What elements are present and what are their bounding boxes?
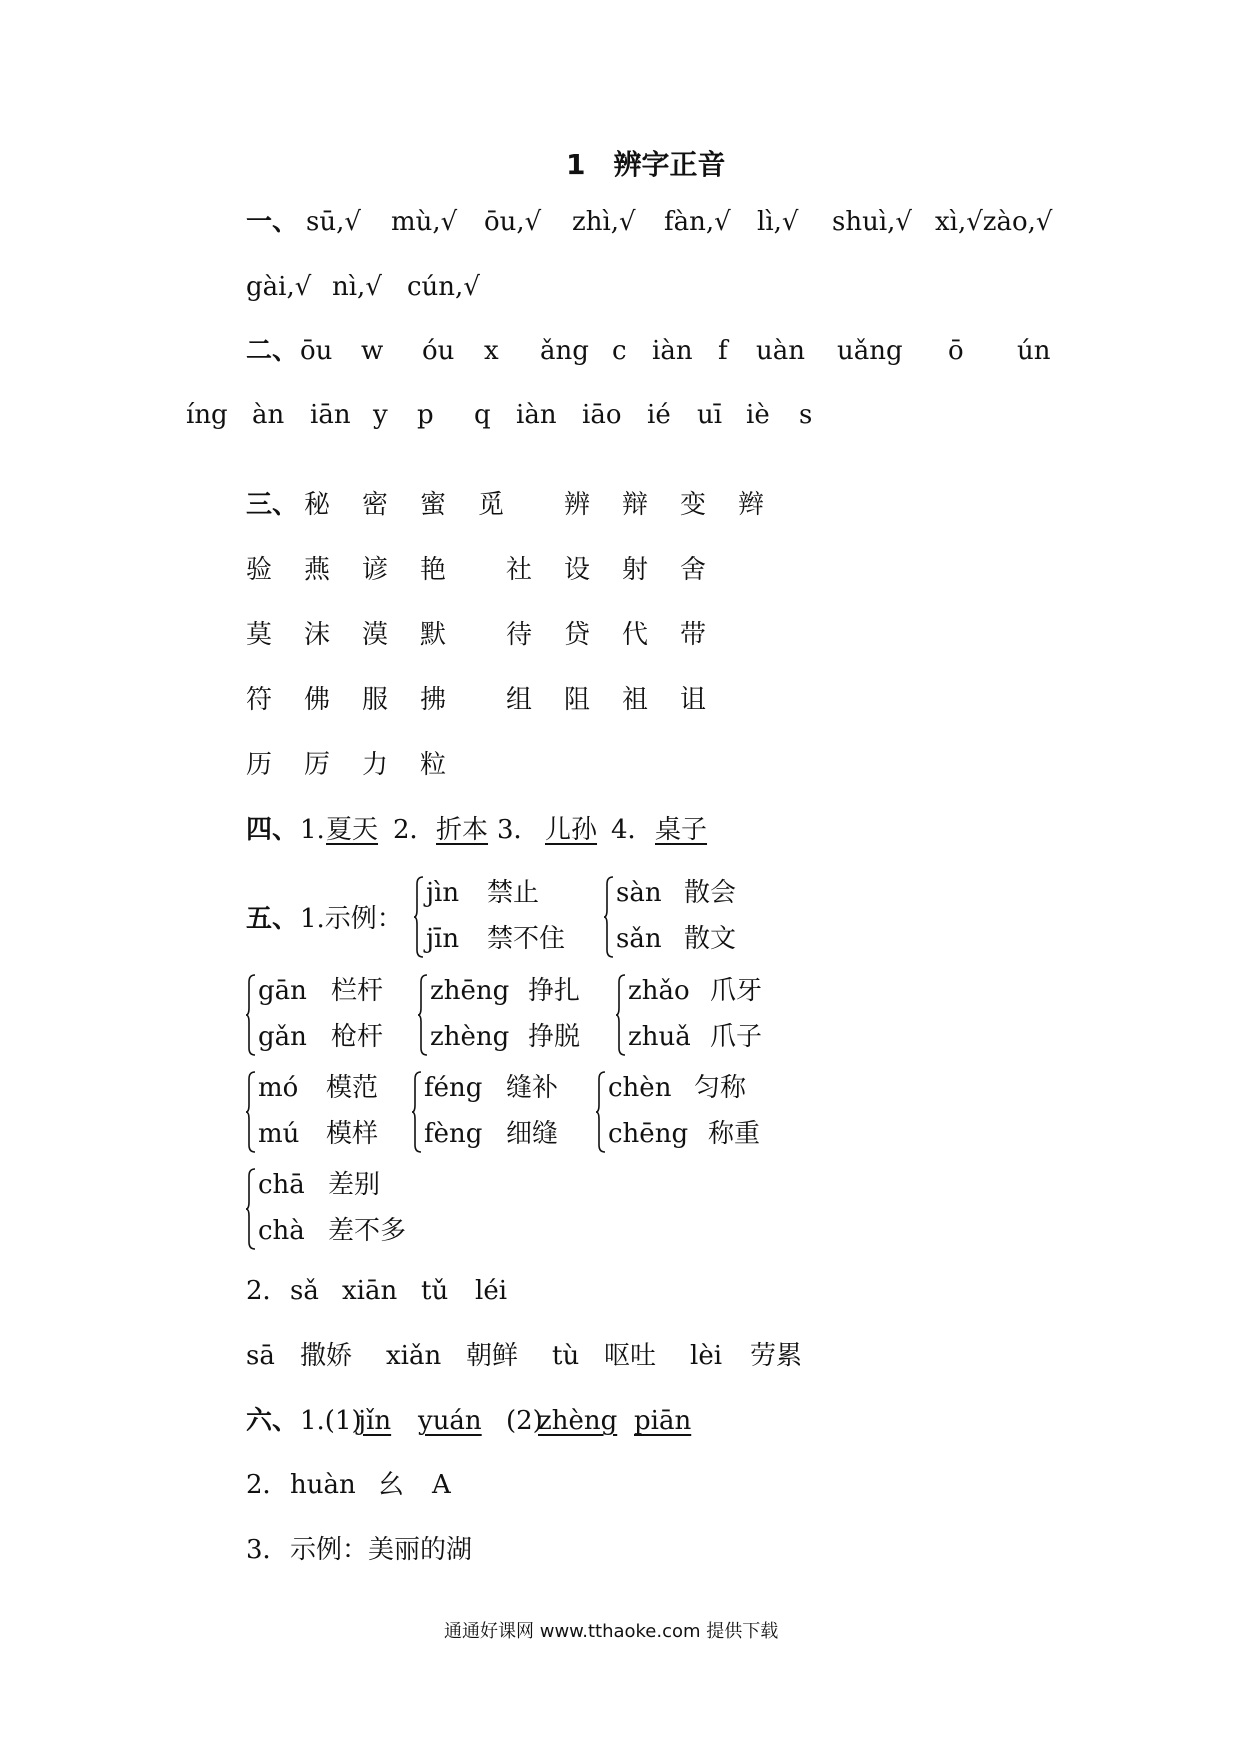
pinyin: sā bbox=[246, 1341, 275, 1371]
char-item: 力 bbox=[362, 750, 389, 780]
answer-item: ún bbox=[1017, 336, 1051, 366]
answer-item: ié bbox=[647, 400, 671, 430]
word: 挣扎 bbox=[528, 976, 581, 1006]
answer-item: lì,√ bbox=[757, 207, 799, 237]
pinyin: zhǎo bbox=[628, 976, 690, 1006]
section-1-label: 一、 bbox=[246, 207, 299, 237]
brace-icon bbox=[412, 1071, 422, 1153]
underlined-answer: 夏天 bbox=[326, 815, 379, 845]
answer-item: c bbox=[612, 336, 627, 366]
word: 差别 bbox=[328, 1170, 381, 1200]
char-item: 辨 bbox=[564, 490, 591, 520]
brace-icon bbox=[246, 1071, 256, 1153]
answer-item: iàn bbox=[652, 336, 693, 366]
question-number: 3． bbox=[246, 1535, 289, 1565]
answer-item: uǎng bbox=[837, 336, 903, 366]
pinyin: sàn bbox=[616, 878, 662, 908]
answer-item: fàn,√ bbox=[664, 207, 731, 237]
word: 挣脱 bbox=[528, 1022, 581, 1052]
char-item: 秘 bbox=[304, 490, 331, 520]
answer-item: ōu,√ bbox=[484, 207, 542, 237]
answer-item: iān bbox=[310, 400, 351, 430]
pinyin: zhèng bbox=[430, 1022, 510, 1052]
pinyin: chèn bbox=[608, 1073, 672, 1103]
brace-icon bbox=[616, 974, 626, 1056]
answer-item: óu bbox=[422, 336, 455, 366]
answer-item: shuì,√ bbox=[832, 207, 912, 237]
underlined-answer: 儿孙 bbox=[545, 815, 598, 845]
brace-icon bbox=[414, 876, 424, 958]
pinyin: xiān bbox=[342, 1276, 398, 1306]
section-3-label: 三、 bbox=[246, 490, 299, 520]
pinyin: tù bbox=[552, 1341, 580, 1371]
answer-item: 幺 bbox=[378, 1470, 405, 1500]
underlined-answer: jǐn bbox=[358, 1406, 392, 1436]
char-item: 社 bbox=[506, 555, 533, 585]
word: 禁不住 bbox=[487, 924, 566, 954]
answer-item: q bbox=[474, 400, 491, 430]
answer-item: w bbox=[361, 336, 384, 366]
char-item: 设 bbox=[564, 555, 591, 585]
brace-icon bbox=[246, 1168, 256, 1250]
char-item: 变 bbox=[680, 490, 707, 520]
word: 栏杆 bbox=[331, 976, 384, 1006]
pinyin: chēng bbox=[608, 1119, 689, 1149]
pinyin: gǎn bbox=[258, 1022, 307, 1052]
answer-item: y bbox=[373, 400, 388, 430]
char-item: 蜜 bbox=[420, 490, 447, 520]
pinyin: sǎn bbox=[616, 924, 662, 954]
answer-item: A bbox=[432, 1470, 451, 1500]
word: 爪子 bbox=[710, 1022, 763, 1052]
word: 缝补 bbox=[506, 1073, 559, 1103]
char-item: 待 bbox=[506, 620, 533, 650]
pinyin: féng bbox=[424, 1073, 483, 1103]
pinyin: xiǎn bbox=[386, 1341, 442, 1371]
char-item: 粒 bbox=[420, 750, 447, 780]
answer-item: àn bbox=[252, 400, 285, 430]
question-number: 1.(1) bbox=[300, 1406, 362, 1436]
page-title: 1 辨字正音 bbox=[566, 148, 726, 181]
char-item: 服 bbox=[362, 685, 389, 715]
pinyin: jìn bbox=[426, 878, 460, 908]
word: 称重 bbox=[708, 1119, 761, 1149]
section-5-label: 五、 bbox=[246, 904, 299, 934]
char-item: 辩 bbox=[622, 490, 649, 520]
char-item: 佛 bbox=[304, 685, 331, 715]
section-2-label: 二、 bbox=[246, 336, 299, 366]
answer-item: mù,√ bbox=[391, 207, 458, 237]
pinyin: chā bbox=[258, 1170, 305, 1200]
question-number: (2) bbox=[506, 1406, 543, 1436]
word: 匀称 bbox=[694, 1073, 747, 1103]
pinyin: jīn bbox=[426, 924, 460, 954]
word: 劳累 bbox=[750, 1341, 803, 1371]
char-item: 代 bbox=[622, 620, 649, 650]
char-item: 组 bbox=[506, 685, 533, 715]
answer-item: s bbox=[799, 400, 813, 430]
word: 模样 bbox=[326, 1119, 379, 1149]
pinyin: tǔ bbox=[421, 1276, 449, 1306]
question-number: 2． bbox=[246, 1276, 289, 1306]
char-item: 燕 bbox=[304, 555, 331, 585]
pinyin: fèng bbox=[424, 1119, 483, 1149]
brace-icon bbox=[418, 974, 428, 1056]
char-item: 诅 bbox=[680, 685, 707, 715]
pinyin: zhuǎ bbox=[628, 1022, 691, 1052]
char-item: 漠 bbox=[362, 620, 389, 650]
word: 呕吐 bbox=[604, 1341, 657, 1371]
char-item: 符 bbox=[246, 685, 273, 715]
char-item: 厉 bbox=[304, 750, 331, 780]
answer-item: ōu bbox=[300, 336, 333, 366]
example-prefix: 1.示例： bbox=[300, 904, 403, 934]
char-item: 拂 bbox=[420, 685, 447, 715]
question-number: 2． bbox=[393, 815, 436, 845]
char-item: 阻 bbox=[564, 685, 591, 715]
answer-item: iàn bbox=[516, 400, 557, 430]
answer-item: cún,√ bbox=[407, 272, 480, 302]
pinyin: chà bbox=[258, 1216, 305, 1246]
answer-item: x bbox=[484, 336, 499, 366]
pinyin: mó bbox=[258, 1073, 299, 1103]
char-item: 舍 bbox=[680, 555, 707, 585]
footer-text: 通通好课网 www.tthaoke.com 提供下载 bbox=[444, 1621, 779, 1642]
brace-icon bbox=[604, 876, 614, 958]
answer-item: nì,√ bbox=[332, 272, 382, 302]
word: 细缝 bbox=[506, 1119, 559, 1149]
word: 禁止 bbox=[487, 878, 540, 908]
char-item: 密 bbox=[362, 490, 389, 520]
answer-item: xì,√zào,√ bbox=[935, 207, 1053, 237]
question-number: 4． bbox=[611, 815, 654, 845]
char-item: 历 bbox=[246, 750, 273, 780]
question-number: 2． bbox=[246, 1470, 289, 1500]
char-item: 贷 bbox=[564, 620, 591, 650]
answer-item: gài,√ bbox=[246, 272, 312, 302]
pinyin: léi bbox=[475, 1276, 508, 1306]
pinyin: lèi bbox=[690, 1341, 723, 1371]
question-number: 1. bbox=[300, 815, 325, 845]
pinyin: gān bbox=[258, 976, 307, 1006]
char-item: 验 bbox=[246, 555, 273, 585]
question-number: 3． bbox=[497, 815, 540, 845]
char-item: 觅 bbox=[478, 490, 505, 520]
word: 散会 bbox=[684, 878, 737, 908]
pinyin: sǎ bbox=[290, 1276, 319, 1306]
pinyin: mú bbox=[258, 1119, 300, 1149]
answer-item: sū,√ bbox=[306, 207, 361, 237]
answer-item: ǎng bbox=[540, 336, 589, 366]
word: 模范 bbox=[326, 1073, 379, 1103]
word: 枪杆 bbox=[331, 1022, 384, 1052]
underlined-answer: piān bbox=[634, 1406, 692, 1436]
answer-item: uī bbox=[697, 400, 723, 430]
char-item: 默 bbox=[420, 620, 447, 650]
word: 撒娇 bbox=[300, 1341, 353, 1371]
answer-item: huàn bbox=[290, 1470, 356, 1500]
char-item: 辫 bbox=[738, 490, 765, 520]
answer-item: iāo bbox=[582, 400, 622, 430]
underlined-answer: zhèng bbox=[538, 1406, 618, 1436]
char-item: 祖 bbox=[622, 685, 649, 715]
word: 朝鲜 bbox=[466, 1341, 519, 1371]
word: 散文 bbox=[684, 924, 737, 954]
answer-item: f bbox=[718, 336, 728, 366]
answer-item: ō bbox=[948, 336, 964, 366]
underlined-answer: 桌子 bbox=[655, 815, 708, 845]
char-item: 艳 bbox=[420, 555, 447, 585]
word: 差不多 bbox=[328, 1216, 407, 1246]
section-4-label: 四、 bbox=[246, 815, 299, 845]
underlined-answer: yuán bbox=[418, 1406, 482, 1436]
underlined-answer: 折本 bbox=[436, 815, 489, 845]
section-6-label: 六、 bbox=[246, 1406, 299, 1436]
answer-item: p bbox=[417, 400, 434, 430]
answer-item: 示例：美丽的湖 bbox=[290, 1535, 473, 1565]
brace-icon bbox=[246, 974, 256, 1056]
answer-item: uàn bbox=[756, 336, 805, 366]
word: 爪牙 bbox=[710, 976, 763, 1006]
answer-item: zhì,√ bbox=[572, 207, 636, 237]
char-item: 射 bbox=[622, 555, 649, 585]
pinyin: zhēng bbox=[430, 976, 510, 1006]
char-item: 谚 bbox=[362, 555, 389, 585]
char-item: 莫 bbox=[246, 620, 273, 650]
answer-item: íng bbox=[186, 400, 228, 430]
char-item: 沫 bbox=[304, 620, 331, 650]
answer-item: iè bbox=[746, 400, 770, 430]
char-item: 带 bbox=[680, 620, 707, 650]
brace-icon bbox=[596, 1071, 606, 1153]
